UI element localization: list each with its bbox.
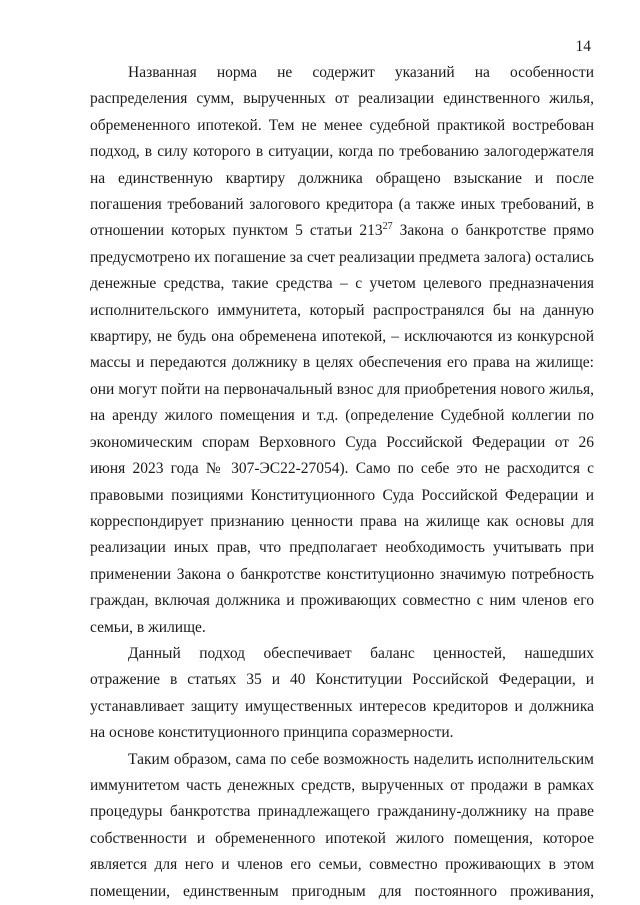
paragraph-1 xyxy=(90,60,594,641)
document-body xyxy=(90,60,594,905)
page-number: 14 xyxy=(575,38,591,55)
paragraph-2: Данный подход обеспечивает баланс ценностей, нашедших отражение в статьях 35 и 40 Конституции Российской Федерации, и устанавливает защиту имущественных интересов кредиторов и должника на основе конституционного принципа соразмерности. xyxy=(90,644,594,742)
paragraph-1-part-1: Названная норма не содержит указаний на особенности распределения сумм, вырученных от реализации единственного жилья, обремененного ипотекой. Тем не менее судебной практикой востребован подход, в силу которого в ситуации, когда по требованию залогодержателя на единственную квартиру должника обращено взыскание и после погашения требований залогового кредитора (а также иных требований, в отношении которых пунктом 5 статьи 213 xyxy=(90,64,594,240)
footnote-ref-27[interactable]: 27 xyxy=(382,221,393,233)
paragraph-1-part-2: Закона о банкротстве прямо предусмотрено их погашение за счет реализации предмета залога) остались денежные средства, такие средства – с учетом целевого предназначения исполнительского иммунитета, который распространялся бы на данную квартиру, не будь она обременена ипотекой, – исключаются из конкурсной массы и передаются должнику в целях обеспечения его права на жилище: они могут пойти на первоначальный взнос для приобретения нового жилья, на аренду жилого помещения и т.д. (определение Судебной коллегии по экономическим спорам Верховного Суда Российской Федерации от 26 июня 2023 года № 307-ЭС22-27054). Само по себе это не расходится с правовыми позициями Конституционного Суда Российской Федерации и корреспондирует признанию ценности права на жилище как основы для реализации иных прав, что предполагает необходимость учитывать при применении Закона о банкротстве конституционно значимую потребность граждан, включая должника и проживающих совместно с ним членов его семьи, в жилище. xyxy=(90,222,595,636)
paragraph-3: Таким образом, сама по себе возможность наделить исполнительским иммунитетом часть денежных средств, вырученных от продажи в рамках процедуры банкротства принадлежащего гражданину-должнику на праве собственности и обремененного ипотекой жилого помещения, которое является для него и членов его семьи, совместно проживающих в этом помещении, единственным пригодным для постоянного проживания, xyxy=(90,750,594,900)
